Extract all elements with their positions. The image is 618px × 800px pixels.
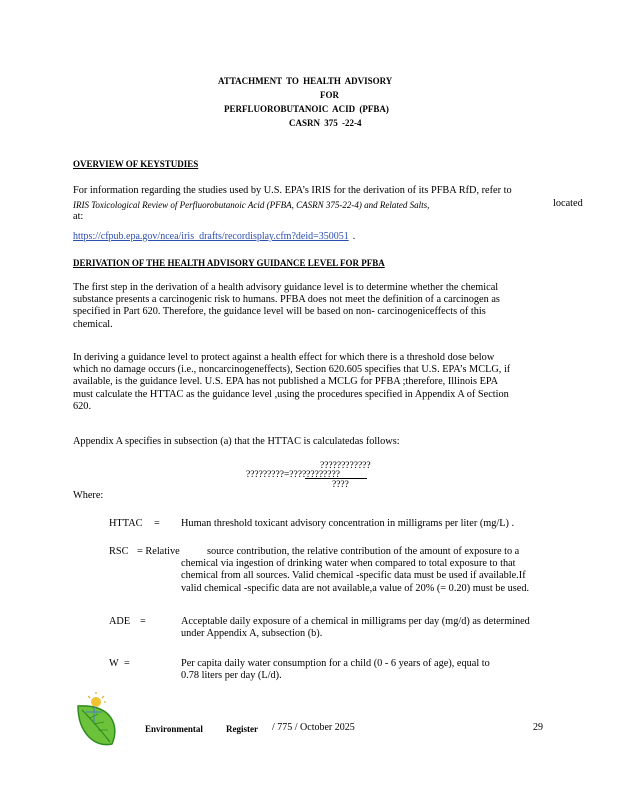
- derivation-paragraph-1: [73, 282, 589, 331]
- def-httac: Human threshold toxicant advisory concentration in milligrams per liter (mg/L) .: [181, 518, 515, 529]
- iris-link-row: [73, 226, 355, 244]
- para2-line: available, is the guidance level. U.S. EPA has not published a MCLG for PFBA ;therefore, Illinois EPA: [73, 376, 499, 388]
- formula-numerator: ????????????: [320, 461, 371, 471]
- fraction-bar: [305, 478, 367, 479]
- title-line-1: ATTACHMENT TO HEALTH ADVISORY: [218, 76, 393, 86]
- para1-line: specified in Part 620. Therefore, the guidance level will be based on non- carcinogeniceffects of this: [73, 306, 486, 318]
- para2-line: which no damage occurs (i.e., noncarcinogeneffects), Section 620.605 specifies that U.S. EPA’s MCLG, if: [73, 364, 511, 376]
- where-label: Where:: [73, 490, 104, 501]
- iris-link[interactable]: https://cfpub.epa.gov/ncea/iris_drafts/recordisplay.cfm?deid=350051: [73, 231, 349, 242]
- derivation-paragraph-3: Appendix A specifies in subsection (a) that the HTTAC is calculatedas follows:: [73, 436, 400, 447]
- formula-lhs: ?????????=????????????: [246, 470, 340, 480]
- derivation-heading: DERIVATION OF THE HEALTH ADVISORY GUIDANCE LEVEL FOR PFBA: [73, 258, 385, 268]
- page-number: 29: [533, 722, 543, 733]
- overview-paragraph: [73, 185, 589, 197]
- footer-register: Register: [226, 724, 258, 734]
- footer-publication: Environmental: [145, 724, 203, 734]
- para1-line: substance presents a carcinogenic risk to humans. PFBA does not meet the definition of a carcinogen as: [73, 294, 500, 306]
- def-ade-line: Acceptable daily exposure of a chemical in milligrams per day (mg/d) as determined: [181, 616, 530, 627]
- term-w: W: [109, 658, 119, 669]
- def-w: [181, 658, 581, 682]
- def-rsc-line: chemical from all sources. Valid chemical -specific data must be used if available.If: [181, 570, 526, 582]
- para2-line: 620.: [73, 400, 92, 412]
- def-w-line: Per capita daily water consumption for a child (0 - 6 years of age), equal to: [181, 658, 490, 669]
- para1-line: The first step in the derivation of a health advisory guidance level is to determine whether the chemical: [73, 282, 499, 293]
- term-rsc: RSC: [109, 546, 129, 557]
- title-line-2: FOR: [320, 90, 339, 100]
- def-rsc: [181, 546, 581, 595]
- attachment-title: [218, 76, 392, 86]
- para2-line: must calculate the HTTAC as the guidance level ,using the procedures specified in Appendix A of Section: [73, 388, 509, 400]
- eq-w: =: [124, 658, 130, 669]
- overview-heading: OVERVIEW OF KEYSTUDIES: [73, 159, 199, 169]
- def-w-line: 0.78 liters per day (L/d).: [181, 670, 282, 682]
- para2-line: In deriving a guidance level to protect against a health effect for which there is a threshold dose below: [73, 352, 495, 363]
- leaf-logo-icon: [72, 692, 122, 750]
- located-text: located: [553, 198, 583, 209]
- def-ade: [181, 616, 581, 640]
- formula-denominator: ????: [332, 480, 349, 490]
- overview-text: For information regarding the studies used by U.S. EPA’s IRIS for the derivation of its PFBA RfD, refer to: [73, 185, 512, 196]
- para1-line: chemical.: [73, 318, 113, 330]
- def-rsc-line: valid chemical -specific data are not available,a value of 20% (= 0.20) must be used.: [181, 582, 530, 594]
- at-text: at:: [73, 211, 84, 222]
- eq-rsc: = Relative: [137, 546, 180, 557]
- derivation-paragraph-2: [73, 352, 606, 413]
- eq-ade: =: [140, 616, 146, 627]
- link-tail: .: [352, 231, 356, 242]
- def-ade-line: under Appendix A, subsection (b).: [181, 628, 323, 640]
- title-line-3: PERFLUOROBUTANOIC ACID (PFBA): [224, 104, 389, 114]
- eq-httac: =: [154, 518, 160, 529]
- title-line-4: CASRN 375 -22-4: [289, 118, 362, 128]
- citation: IRIS Toxicological Review of Perfluorobutanoic Acid (PFBA, CASRN 375-22-4) and Related Salts,: [73, 200, 430, 210]
- def-rsc-line: chemical via ingestion of drinking water when compared to total exposure to that: [181, 558, 516, 570]
- footer-issue: / 775 / October 2025: [272, 722, 355, 733]
- term-httac: HTTAC: [109, 518, 143, 529]
- term-ade: ADE: [109, 616, 131, 627]
- def-rsc-line: source contribution, the relative contribution of the amount of exposure to a: [207, 546, 520, 557]
